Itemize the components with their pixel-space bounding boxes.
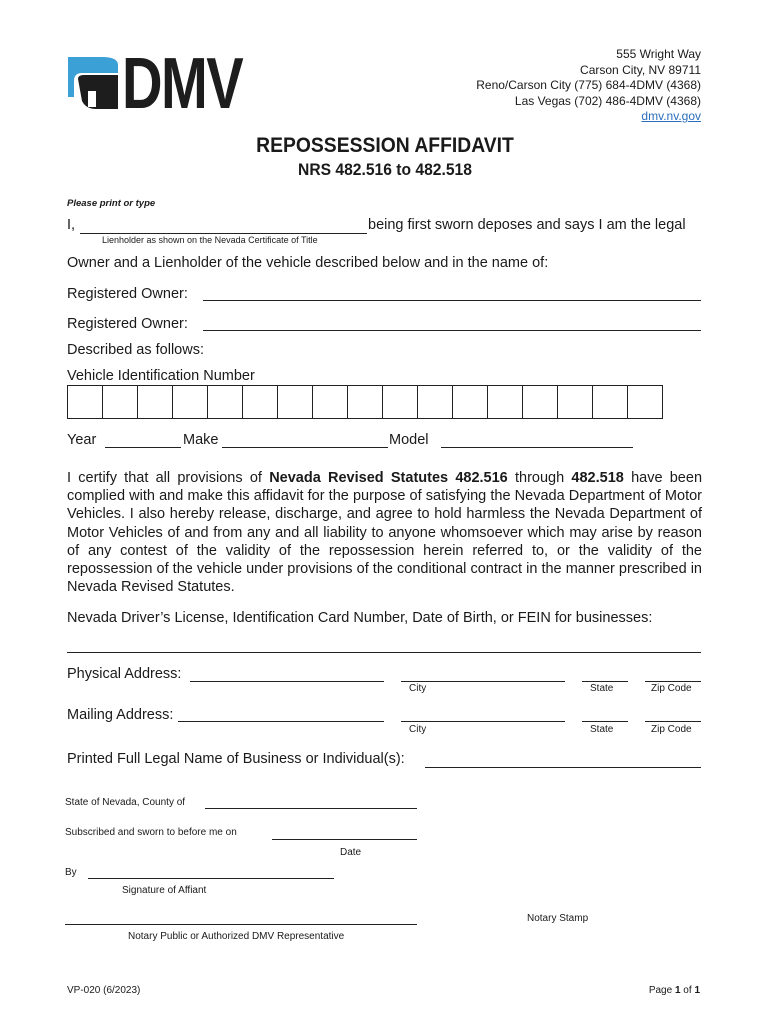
license-label: Nevada Driver’s License, Identification Card Number, Date of Birth, or FEIN for businesses: <box>67 610 653 626</box>
registered-owner-label-2: Registered Owner: <box>67 316 188 332</box>
mailing-address-label: Mailing Address: <box>67 707 174 723</box>
model-field[interactable] <box>441 447 633 448</box>
vin-box[interactable] <box>523 386 558 418</box>
physical-state-caption: State <box>590 683 614 694</box>
sworn-date-field[interactable] <box>272 839 417 840</box>
cert-nrs-1: Nevada Revised Statutes 482.516 <box>269 470 508 486</box>
make-field[interactable] <box>222 447 388 448</box>
vin-box[interactable] <box>103 386 138 418</box>
vin-box[interactable] <box>348 386 383 418</box>
page-prefix: Page <box>648 985 675 996</box>
address-line: Reno/Carson City (775) 684-4DMV (4368) <box>476 78 701 93</box>
lienholder-name-field[interactable] <box>80 233 367 234</box>
cert-text-2: through <box>507 470 572 486</box>
owner-lienholder-text: Owner and a Lienholder of the vehicle described below and in the name of: <box>67 255 549 271</box>
signature-caption: Signature of Affiant <box>122 885 207 896</box>
printed-name-field[interactable] <box>425 767 701 768</box>
cert-text-1: I certify that all provisions of <box>67 470 270 486</box>
print-instruction: Please print or type <box>67 198 156 209</box>
vin-box[interactable] <box>558 386 593 418</box>
vin-box[interactable] <box>628 386 662 418</box>
vin-box[interactable] <box>453 386 488 418</box>
mailing-zip-field[interactable] <box>645 721 701 722</box>
address-line: Las Vegas (702) 486-4DMV (4368) <box>514 93 701 108</box>
address-line: Carson City, NV 89711 <box>580 62 701 77</box>
notary-stamp-label: Notary Stamp <box>527 913 589 924</box>
county-field[interactable] <box>205 808 417 809</box>
mailing-street-field[interactable] <box>178 721 384 722</box>
notary-signature-field[interactable] <box>65 924 417 925</box>
printed-name-label: Printed Full Legal Name of Business or Individual(s): <box>67 751 405 767</box>
address-line: 555 Wright Way <box>616 47 701 61</box>
mailing-state-field[interactable] <box>582 721 628 722</box>
physical-city-caption: City <box>409 683 427 694</box>
mailing-state-caption: State <box>590 724 614 735</box>
physical-state-field[interactable] <box>582 681 628 682</box>
vin-box[interactable] <box>173 386 208 418</box>
vin-box[interactable] <box>138 386 173 418</box>
mailing-city-field[interactable] <box>401 721 565 722</box>
lienholder-caption: Lienholder as shown on the Nevada Certificate of Title <box>102 235 318 245</box>
certification-paragraph <box>67 469 702 596</box>
sworn-label: Subscribed and sworn to before me on <box>65 827 237 838</box>
make-label: Make <box>183 432 219 448</box>
vin-box[interactable] <box>278 386 313 418</box>
page-indicator <box>649 985 700 996</box>
registered-owner-label-1: Registered Owner: <box>67 286 188 302</box>
physical-zip-caption: Zip Code <box>651 683 692 694</box>
notary-caption: Notary Public or Authorized DMV Representative <box>128 931 345 942</box>
vin-box[interactable] <box>208 386 243 418</box>
vin-box[interactable] <box>418 386 453 418</box>
page-number: 1 <box>674 985 681 996</box>
vin-label: Vehicle Identification Number <box>67 368 255 384</box>
dmv-address-block <box>476 47 701 125</box>
affiant-signature-field[interactable] <box>88 878 334 879</box>
county-label: State of Nevada, County of <box>65 797 186 808</box>
physical-street-field[interactable] <box>190 681 384 682</box>
cert-text-3: have been complied with and make this affidavit for the purpose of satisfying the Nevada Department of Motor Vehicles. I also hereby release, discharge, and agree to hold harmless the Nevada Department of Motor Vehicles of and from any and all liability to anyone whomsoever which may arise by reason of any contest of the validity of the repossession herein referred to, or the validity of the repossession of the vehicle under provisions of the conditional contract in the manner prescribed in Nevada Revised Statutes. <box>67 470 703 596</box>
dmv-logo <box>68 44 258 124</box>
vin-boxes <box>67 385 663 419</box>
website-link[interactable]: dmv.nv.gov <box>641 109 701 124</box>
described-label: Described as follows: <box>67 342 204 358</box>
license-field[interactable] <box>67 652 701 653</box>
year-label: Year <box>67 432 97 448</box>
vin-box[interactable] <box>488 386 523 418</box>
vin-box[interactable] <box>593 386 628 418</box>
by-label: By <box>65 867 77 878</box>
deposes-text: being first sworn deposes and says I am the legal <box>368 217 686 233</box>
mailing-zip-caption: Zip Code <box>651 724 692 735</box>
registered-owner-field-1[interactable] <box>203 300 701 301</box>
cert-nrs-2: 482.518 <box>571 470 624 486</box>
registered-owner-field-2[interactable] <box>203 330 701 331</box>
physical-address-label: Physical Address: <box>67 666 182 682</box>
model-label: Model <box>389 432 429 448</box>
year-field[interactable] <box>105 447 181 448</box>
logo-text: DMV <box>122 44 243 124</box>
physical-city-field[interactable] <box>401 681 565 682</box>
page-total: 1 <box>694 985 700 996</box>
vin-box[interactable] <box>313 386 348 418</box>
form-number: VP-020 (6/2023) <box>67 985 141 996</box>
physical-zip-field[interactable] <box>645 681 701 682</box>
vin-box[interactable] <box>243 386 278 418</box>
i-label: I, <box>67 217 76 233</box>
page-of: of <box>680 985 695 996</box>
form-title: REPOSSESSION AFFIDAVIT <box>256 134 514 157</box>
vin-box[interactable] <box>68 386 103 418</box>
date-caption: Date <box>340 847 362 858</box>
mailing-city-caption: City <box>409 724 427 735</box>
vin-box[interactable] <box>383 386 418 418</box>
form-subtitle: NRS 482.516 to 482.518 <box>298 160 472 179</box>
